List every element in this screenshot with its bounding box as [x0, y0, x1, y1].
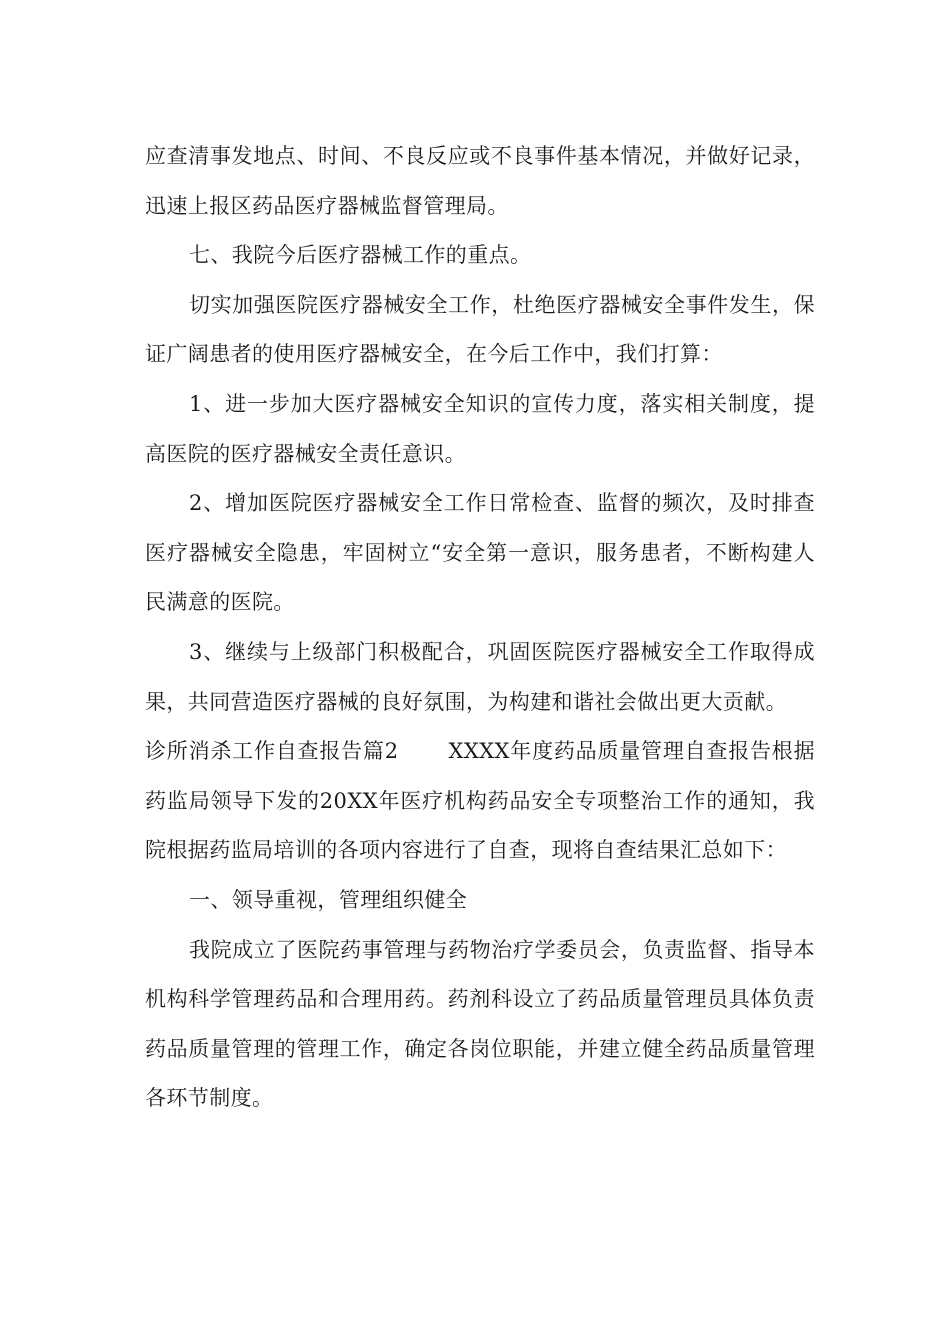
paragraph: 2、增加医院医疗器械安全工作日常检查、监督的频次，及时排查医疗器械安全隐患，牢固树立“安全第一意识，服务患者，不断构建人民满意的医院。 — [145, 491, 815, 615]
paragraph: 一、领导重视，管理组织健全 — [189, 887, 468, 912]
paragraph: 应查清事发地点、时间、不良反应或不良事件基本情况，并做好记录，迅速上报区药品医疗器械监督管理局。 — [145, 144, 815, 218]
section-heading-paragraph — [145, 727, 815, 876]
paragraph: 我院成立了医院药事管理与药物治疗学委员会，负责监督、指导本机构科学管理药品和合理用药。药剂科设立了药品质量管理员具体负责药品质量管理的管理工作，确定各岗位职能，并建立健全药品质量管理各环节制度。 — [145, 937, 815, 1111]
paragraph: 3、继续与上级部门积极配合，巩固医院医疗器械安全工作取得成果，共同营造医疗器械的良好氛围，为构建和谐社会做出更大贡献。 — [145, 639, 815, 714]
section-title: 诊所消杀工作自查报告篇2 — [145, 739, 399, 764]
document-body — [145, 132, 815, 1124]
section-intro: XXXX年度药品质量管理自查报告根据药监局领导下发的20XX年医疗机构药品安全专项整治工作的通知，我院根据药监局培训的各项内容进行了自查，现将自查结果汇总如下： — [145, 739, 815, 863]
paragraph: 切实加强医院医疗器械安全工作，杜绝医疗器械安全事件发生，保证广阔患者的使用医疗器械安全，在今后工作中，我们打算： — [145, 292, 815, 367]
paragraph: 七、我院今后医疗器械工作的重点。 — [189, 243, 532, 268]
paragraph: 1、进一步加大医疗器械安全知识的宣传力度，落实相关制度，提高医院的医疗器械安全责任意识。 — [145, 391, 815, 466]
